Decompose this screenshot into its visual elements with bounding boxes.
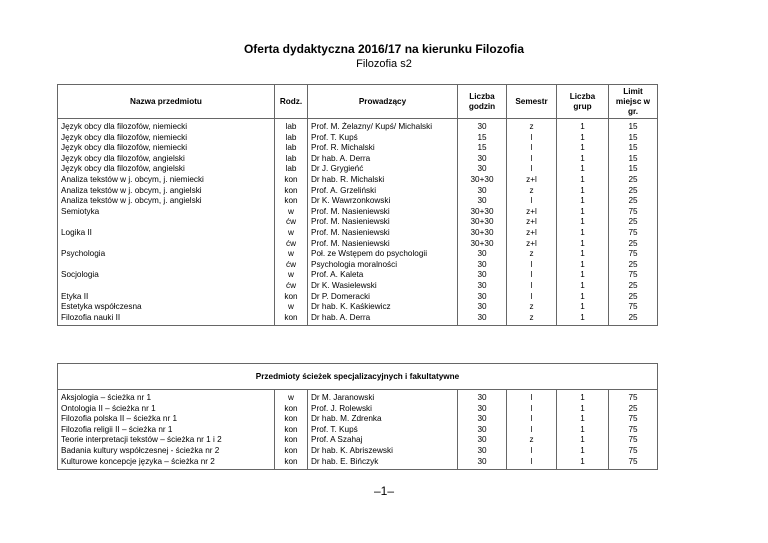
limit-cell: 15	[628, 164, 638, 174]
limit-cell: 75	[628, 270, 638, 280]
teacher-cell: Dr hab. K. Abriszewski	[311, 445, 393, 455]
teacher-cell: Prof. M. Nasieniewski	[311, 217, 390, 227]
teacher-cell: Dr K. Wasielewski	[311, 280, 377, 290]
semester-cell: z+l	[526, 227, 537, 237]
limit-cell: 75	[628, 249, 638, 259]
document-subtitle: Filozofia s2	[356, 58, 412, 70]
groups-cell: 1	[580, 414, 585, 424]
limit-cell: 25	[628, 185, 638, 195]
subject-cell: Ontologia II – ścieżka nr 1	[61, 403, 156, 413]
semester-cell: l	[530, 132, 533, 142]
semester-column	[507, 119, 557, 326]
table-body-row	[58, 119, 658, 326]
track-subject-column	[58, 390, 275, 470]
type-cell: kon	[284, 312, 298, 322]
groups-cell: 1	[580, 393, 585, 402]
teacher-cell: Dr hab. M. Zdrenka	[311, 414, 382, 424]
type-cell: lab	[285, 143, 297, 153]
type-column	[275, 119, 308, 326]
groups-cell: 1	[580, 435, 585, 445]
hours-cell: 30	[477, 291, 487, 301]
subject-column	[58, 119, 275, 326]
subject-cell	[61, 281, 271, 292]
semester-cell: l	[530, 393, 533, 402]
document-title: Oferta dydaktyczna 2016/17 na kierunku Filozofia	[243, 42, 525, 56]
type-cell: kon	[284, 424, 298, 434]
semester-cell: l	[530, 196, 533, 206]
hours-cell: 30+30	[470, 227, 494, 237]
header-limit: Limit miejsc w gr.	[609, 85, 658, 119]
subject-cell: Filozofia polska II – ścieżka nr 1	[61, 414, 178, 424]
teacher-cell: Prof. M. Nasieniewski	[311, 227, 390, 237]
groups-cell: 1	[580, 153, 585, 163]
type-cell: kon	[284, 185, 298, 195]
groups-cell: 1	[580, 217, 585, 227]
limit-cell: 25	[628, 291, 638, 301]
track-groups-column	[557, 390, 609, 470]
header-hours: Liczba godzin	[458, 85, 507, 119]
track-type-column	[275, 390, 308, 470]
hours-column	[458, 119, 507, 326]
track-courses-table	[57, 363, 658, 470]
track-semester-column	[507, 390, 557, 470]
hours-cell: 30	[477, 424, 487, 434]
semester-cell: z	[529, 435, 534, 445]
groups-cell: 1	[580, 227, 585, 237]
limit-cell: 25	[628, 174, 638, 184]
course-offer-table	[57, 84, 658, 326]
hours-cell: 30	[477, 456, 487, 466]
type-cell: kon	[284, 435, 298, 445]
hours-cell: 30	[477, 185, 487, 195]
limit-cell: 25	[628, 238, 638, 248]
type-cell: kon	[284, 403, 298, 413]
groups-cell: 1	[580, 445, 585, 455]
teacher-cell: Prof. A. Grzeliński	[311, 185, 377, 195]
type-cell: ćw	[285, 280, 296, 290]
teacher-cell: Psychologia moralności	[311, 259, 398, 269]
limit-cell: 25	[628, 217, 638, 227]
hours-cell: 30	[477, 280, 487, 290]
groups-cell: 1	[580, 238, 585, 248]
semester-cell: z	[529, 122, 534, 131]
semester-cell: l	[530, 143, 533, 153]
type-cell: ćw	[285, 259, 296, 269]
subject-cell: Język obcy dla filozofów, angielski	[61, 153, 185, 163]
subject-cell: Analiza tekstów w j. obcym, j. niemiecki	[61, 174, 204, 184]
hours-cell: 30	[477, 259, 487, 269]
semester-cell: l	[530, 445, 533, 455]
subject-cell: Analiza tekstów w j. obcym, j. angielski	[61, 196, 202, 206]
hours-cell: 30	[477, 302, 487, 312]
semester-cell: z+l	[526, 238, 537, 248]
groups-cell: 1	[580, 259, 585, 269]
type-cell: w	[288, 249, 294, 259]
groups-cell: 1	[580, 302, 585, 312]
teacher-cell: Prof. A Szahaj	[311, 435, 363, 445]
header-groups: Liczba grup	[557, 85, 609, 119]
type-cell: lab	[285, 153, 297, 163]
limit-cell: 75	[628, 414, 638, 424]
subject-cell: Socjologia	[61, 270, 99, 280]
hours-cell: 30	[477, 312, 487, 322]
groups-cell: 1	[580, 456, 585, 466]
semester-cell: l	[530, 291, 533, 301]
groups-cell: 1	[580, 280, 585, 290]
semester-cell: l	[530, 164, 533, 174]
teacher-cell: Dr hab. E. Bińczyk	[311, 456, 379, 466]
limit-cell: 15	[628, 143, 638, 153]
semester-cell: l	[530, 403, 533, 413]
subject-cell: Teorie interpretacji tekstów – ścieżka nr 1 i 2	[61, 435, 222, 445]
hours-cell: 30	[477, 445, 487, 455]
teacher-cell: Dr hab. A. Derra	[311, 153, 371, 163]
groups-cell: 1	[580, 291, 585, 301]
limit-column	[609, 119, 658, 326]
hours-cell: 30+30	[470, 238, 494, 248]
teacher-cell: Prof. M. Żelazny/ Kupś/ Michalski	[311, 122, 433, 131]
subject-cell: Psychologia	[61, 249, 106, 259]
type-cell: kon	[284, 291, 298, 301]
teacher-cell: Prof. R. Michalski	[311, 143, 375, 153]
teacher-cell: Dr M. Jaranowski	[311, 393, 375, 402]
type-cell: w	[288, 302, 294, 312]
type-cell: ćw	[285, 217, 296, 227]
teacher-cell: Dr K. Wawrzonkowski	[311, 196, 391, 206]
header-teacher: Prowadzący	[308, 85, 458, 119]
limit-cell: 75	[628, 206, 638, 216]
type-cell: ćw	[285, 238, 296, 248]
track-limit-column	[609, 390, 658, 470]
groups-cell: 1	[580, 270, 585, 280]
groups-cell: 1	[580, 206, 585, 216]
hours-cell: 30+30	[470, 206, 494, 216]
subject-cell: Język obcy dla filozofów, niemiecki	[61, 132, 188, 142]
type-cell: w	[288, 206, 294, 216]
semester-cell: l	[530, 153, 533, 163]
subject-cell: Aksjologia – ścieżka nr 1	[61, 393, 152, 402]
hours-cell: 30	[477, 435, 487, 445]
teacher-cell: Dr J. Grygieńć	[311, 164, 364, 174]
subject-cell: Język obcy dla filozofów, niemiecki	[61, 143, 188, 153]
groups-cell: 1	[580, 196, 585, 206]
teacher-cell: Prof. J. Rolewski	[311, 403, 372, 413]
subject-cell: Kulturowe koncepcje języka – ścieżka nr 2	[61, 456, 215, 466]
limit-cell: 75	[628, 424, 638, 434]
hours-cell: 30	[477, 270, 487, 280]
teacher-cell: Prof. M. Nasieniewski	[311, 238, 390, 248]
teacher-cell: Dr P. Domeracki	[311, 291, 370, 301]
hours-cell: 30	[477, 414, 487, 424]
section-header-row	[58, 364, 658, 390]
type-cell: lab	[285, 164, 297, 174]
table-header-row	[58, 85, 658, 119]
hours-cell: 30	[477, 164, 487, 174]
hours-cell: 30	[477, 153, 487, 163]
groups-cell: 1	[580, 122, 585, 131]
subject-cell	[61, 217, 271, 228]
teacher-cell: Dr hab. R. Michalski	[311, 174, 385, 184]
groups-column	[557, 119, 609, 326]
track-hours-column	[458, 390, 507, 470]
teacher-cell: Prof. T. Kupś	[311, 132, 358, 142]
groups-cell: 1	[580, 164, 585, 174]
subject-cell: Semiotyka	[61, 206, 100, 216]
hours-cell: 15	[477, 132, 487, 142]
hours-cell: 30	[477, 393, 487, 402]
semester-cell: z+l	[526, 206, 537, 216]
semester-cell: l	[530, 270, 533, 280]
type-cell: w	[288, 393, 294, 402]
semester-cell: z+l	[526, 217, 537, 227]
teacher-cell: Dr hab. A. Derra	[311, 312, 371, 322]
hours-cell: 15	[477, 143, 487, 153]
limit-cell: 75	[628, 393, 638, 402]
hours-cell: 30+30	[470, 174, 494, 184]
groups-cell: 1	[580, 403, 585, 413]
groups-cell: 1	[580, 174, 585, 184]
semester-cell: z	[529, 249, 534, 259]
teacher-cell: Prof. T. Kupś	[311, 424, 358, 434]
groups-cell: 1	[580, 312, 585, 322]
hours-cell: 30	[477, 196, 487, 206]
header-type: Rodz.	[275, 85, 308, 119]
header-subject: Nazwa przedmiotu	[58, 85, 275, 119]
limit-cell: 75	[628, 435, 638, 445]
groups-cell: 1	[580, 424, 585, 434]
hours-cell: 30	[477, 122, 487, 131]
type-cell: kon	[284, 196, 298, 206]
limit-cell: 75	[628, 456, 638, 466]
section-title: Przedmioty ścieżek specjalizacyjnych i fakultatywne	[58, 364, 658, 390]
subject-cell: Etyka II	[61, 291, 89, 301]
groups-cell: 1	[580, 185, 585, 195]
track-body-row	[58, 390, 658, 470]
semester-cell: z	[529, 302, 534, 312]
limit-cell: 25	[628, 280, 638, 290]
teacher-cell: Dr hab. K. Kaśkiewicz	[311, 302, 391, 312]
subject-cell: Filozofia religii II – ścieżka nr 1	[61, 424, 173, 434]
semester-cell: l	[530, 280, 533, 290]
limit-cell: 25	[628, 259, 638, 269]
type-cell: w	[288, 270, 294, 280]
subject-cell: Analiza tekstów w j. obcym, j. angielski	[61, 185, 202, 195]
type-cell: kon	[284, 174, 298, 184]
groups-cell: 1	[580, 132, 585, 142]
teacher-cell: Prof. A. Kaleta	[311, 270, 364, 280]
limit-cell: 75	[628, 302, 638, 312]
type-cell: kon	[284, 445, 298, 455]
header-semester: Semestr	[507, 85, 557, 119]
groups-cell: 1	[580, 249, 585, 259]
subject-cell: Logika II	[61, 227, 92, 237]
type-cell: kon	[284, 456, 298, 466]
subject-cell	[61, 260, 271, 271]
subject-cell: Język obcy dla filozofów, angielski	[61, 164, 185, 174]
semester-cell: z+l	[526, 174, 537, 184]
limit-cell: 25	[628, 312, 638, 322]
teacher-column	[308, 119, 458, 326]
subject-cell: Filozofia nauki II	[61, 312, 121, 322]
semester-cell: z	[529, 312, 534, 322]
semester-cell: l	[530, 414, 533, 424]
subject-cell: Estetyka współczesna	[61, 302, 142, 312]
limit-cell: 25	[628, 196, 638, 206]
type-cell: lab	[285, 132, 297, 142]
hours-cell: 30+30	[470, 217, 494, 227]
semester-cell: l	[530, 259, 533, 269]
limit-cell: 15	[628, 153, 638, 163]
limit-cell: 15	[628, 132, 638, 142]
teacher-cell: Poł. ze Wstępem do psychologii	[311, 249, 428, 259]
type-cell: lab	[285, 122, 297, 131]
semester-cell: l	[530, 456, 533, 466]
subject-cell: Język obcy dla filozofów, niemiecki	[61, 122, 188, 131]
type-cell: w	[288, 227, 294, 237]
limit-cell: 75	[628, 227, 638, 237]
track-teacher-column	[308, 390, 458, 470]
limit-cell: 75	[628, 445, 638, 455]
page-number: –1–	[373, 484, 395, 498]
limit-cell: 25	[628, 403, 638, 413]
subject-cell: Badania kultury współczesnej - ścieżka nr 2	[61, 445, 220, 455]
semester-cell: l	[530, 424, 533, 434]
limit-cell: 15	[628, 122, 638, 131]
teacher-cell: Prof. M. Nasieniewski	[311, 206, 390, 216]
hours-cell: 30	[477, 403, 487, 413]
hours-cell: 30	[477, 249, 487, 259]
subject-cell	[61, 239, 271, 250]
groups-cell: 1	[580, 143, 585, 153]
semester-cell: z	[529, 185, 534, 195]
type-cell: kon	[284, 414, 298, 424]
